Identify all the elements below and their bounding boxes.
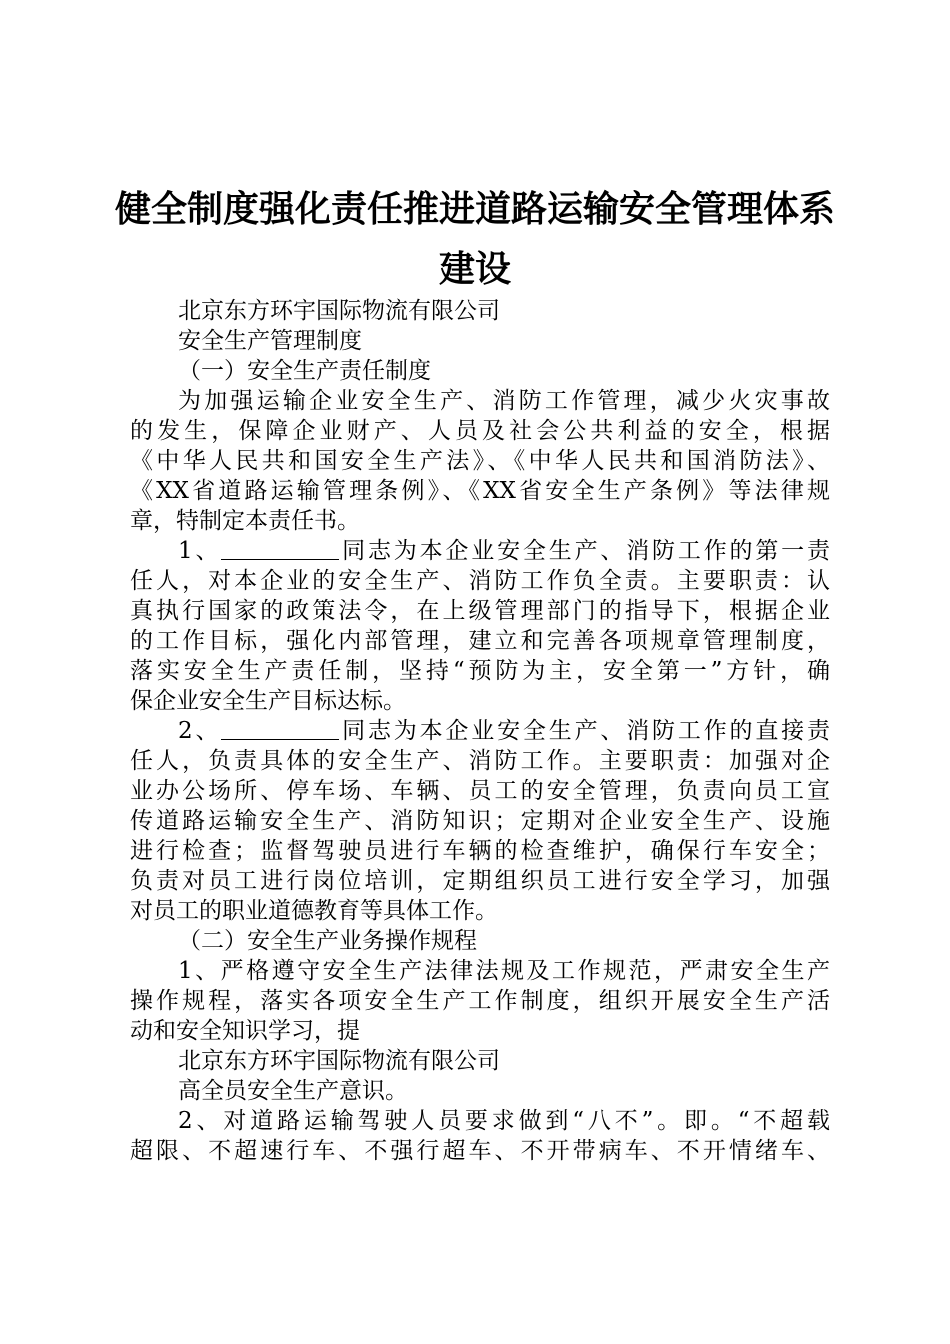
paragraph-line: 动和安全知识学习，提 [130, 1018, 360, 1044]
paragraph-rule-2 [130, 1106, 830, 1166]
paragraph-line: 任人，对本企业的安全生产、消防工作负全责。主要职责：认 [130, 568, 830, 594]
item-number: 1、 [178, 538, 222, 564]
paragraph-intro [130, 386, 830, 536]
company-name-header: 北京东方环宇国际物流有限公司 [178, 298, 500, 324]
paragraph-line [130, 716, 830, 746]
paragraph-line: 为加强运输企业安全生产、消防工作管理，减少火灾事故 [178, 388, 830, 414]
company-name-header-repeat: 北京东方环宇国际物流有限公司 [178, 1048, 500, 1074]
paragraph-line: 业办公场所、停车场、车辆、员工的安全管理，负责向员工宣 [130, 778, 830, 804]
paragraph-continuation: 高全员安全生产意识。 [178, 1078, 408, 1104]
document-body [130, 296, 830, 1166]
paragraph-line: 章，特制定本责任书。 [130, 508, 360, 534]
paragraph-line: 2、对道路运输驾驶人员要求做到“八不”。即。“不超载 [178, 1108, 830, 1134]
paragraph-line: 1、严格遵守安全生产法律法规及工作规范，严肃安全生产 [178, 958, 830, 984]
paragraph-line: 《XX省道路运输管理条例》、《XX省安全生产条例》等法律规 [130, 478, 830, 504]
section-heading-2: （二）安全生产业务操作规程 [178, 928, 477, 954]
paragraph-line: 真执行国家的政策法令，在上级管理部门的指导下，根据企业 [130, 598, 830, 624]
paragraph-rule-1 [130, 956, 830, 1046]
paragraph-line: 的发生，保障企业财产、人员及社会公共利益的安全，根据 [130, 418, 830, 444]
paragraph-line: 超限、不超速行车、不强行超车、不开带病车、不开情绪车、 [130, 1138, 830, 1164]
section-heading-1: （一）安全生产责任制度 [178, 358, 431, 384]
name-blank-field [221, 717, 339, 740]
document-title-line-2: 建设 [438, 249, 511, 290]
section-heading-main: 安全生产管理制度 [178, 328, 362, 354]
paragraph-line: 《中华人民共和国安全生产法》、《中华人民共和国消防法》、 [130, 448, 830, 474]
paragraph-item-2 [130, 716, 830, 926]
paragraph-line: 保企业安全生产目标达标。 [130, 688, 406, 714]
paragraph-line: 传道路运输安全生产、消防知识；定期对企业安全生产、设施 [130, 808, 830, 834]
document-title-line-1: 健全制度强化责任推进道路运输安全管理体系 [114, 189, 835, 230]
item-number: 2、 [178, 718, 222, 744]
paragraph-line: 对员工的职业道德教育等具体工作。 [130, 898, 498, 924]
paragraph-line: 落实安全生产责任制，坚持“预防为主，安全第一”方针，确 [130, 658, 830, 684]
paragraph-line: 进行检查；监督驾驶员进行车辆的检查维护，确保行车安全； [130, 838, 830, 864]
paragraph-line: 的工作目标，强化内部管理，建立和完善各项规章管理制度， [130, 628, 830, 654]
paragraph-line-text: 同志为本企业安全生产、消防工作的直接责 [339, 718, 831, 744]
paragraph-item-1 [130, 536, 830, 716]
name-blank-field [221, 537, 339, 560]
paragraph-line: 操作规程，落实各项安全生产工作制度，组织开展安全生产活 [130, 988, 830, 1014]
paragraph-line: 任人，负责具体的安全生产、消防工作。主要职责：加强对企 [130, 748, 830, 774]
paragraph-line [130, 536, 830, 566]
paragraph-line: 负责对员工进行岗位培训，定期组织员工进行安全学习，加强 [130, 868, 830, 894]
paragraph-line-text: 同志为本企业安全生产、消防工作的第一责 [339, 538, 831, 564]
